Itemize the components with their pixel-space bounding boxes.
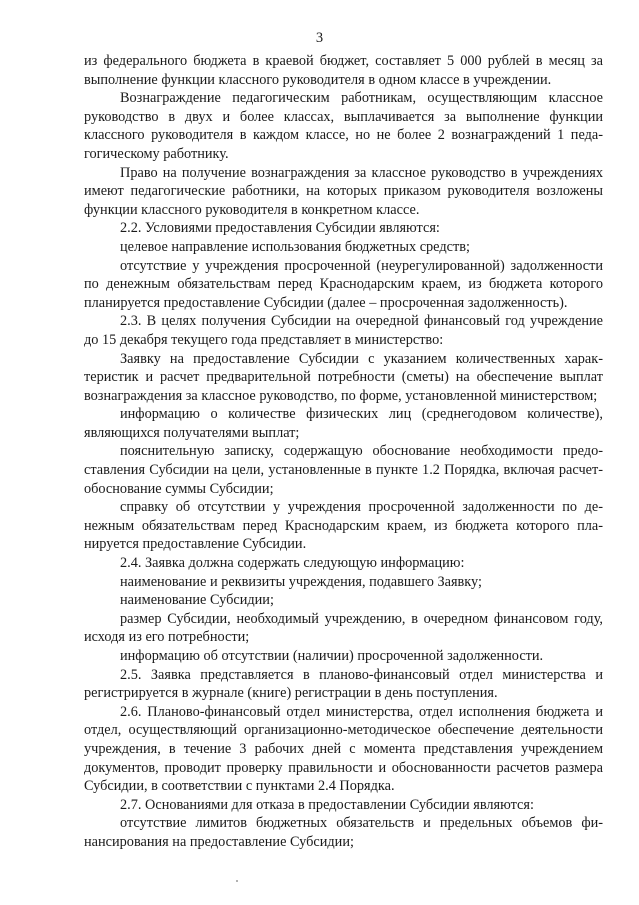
paragraph: наименование Субсидии; (120, 592, 274, 609)
paragraph: из федерального бюджета в краевой бюджет, составляет 5 000 рублей в месяц за выполнение функции классного руководителя в одном классе в учреждении. (84, 53, 603, 88)
paragraph: наименование и реквизиты учреждения, подавшего Заявку; (120, 573, 482, 590)
paragraph: справку об отсутствии у учреждения просроченной задолженности по денежным обязательствам перед Краснодарским краем, из бюджета которого планируется предоставление Субсидии. (84, 499, 603, 553)
paragraph: 2.3. В целях получения Субсидии на очередной финансовый год учреждение до 15 декабря текущего года представляет в министерство: (84, 313, 603, 348)
paragraph: Право на получение вознаграждения за классное руководство в учреждениях имеют педагогические работники, на которых приказом руководителя возложены функции классного руководителя в конкретном классе. (84, 164, 603, 218)
paragraph: размер Субсидии, необходимый учреждению, в очередном финансовом году, исходя из его потребности; (84, 610, 603, 646)
paragraph: информацию об отсутствии (наличии) просроченной задолженности. (120, 648, 544, 664)
paragraph: информацию о количестве физических лиц (среднегодовом количестве), являющихся получателями выплат; (84, 406, 603, 441)
paragraph: 2.2. Условиями предоставления Субсидии являются: (120, 220, 440, 237)
paragraph: отсутствие лимитов бюджетных обязательств и предельных объемов финансирования на предоставление Субсидии; (84, 815, 603, 850)
paragraph: 2.4. Заявка должна содержать следующую информацию: (120, 555, 465, 572)
document-body (84, 52, 603, 852)
paragraph: 2.6. Планово-финансовый отдел министерства, отдел исполнения бюджета и отдел, осуществляющий организационно-методическое обеспечение деятельности учреждения, в течение 3 рабочих дней с момента представления учреждением документов, проводит проверку правильности и обоснованности расчетов размера Субсидии, в соответствии с пунктами 2.4 Порядка. (84, 703, 603, 795)
paragraph: Вознаграждение педагогическим работникам, осуществляющим классное руководство в двух и более классах, выплачивается за выполнение функции классного руководителя в каждом классе, но не более 2 вознаграждений 1 педагогическому работнику. (84, 90, 603, 162)
paragraph: пояснительную записку, содержащую обоснование необходимости предоставления Субсидии на цели, установленные в пункте 1.2 Порядка, включая расчет-обоснование суммы Субсидии; (84, 443, 603, 497)
paragraph: Заявку на предоставление Субсидии с указанием количественных характеристик и расчет предварительной потребности (сметы) на обеспечение выплат вознаграждения за классное руководство, по форме, установленной министерством; (84, 350, 603, 404)
paragraph: отсутствие у учреждения просроченной (неурегулированной) задолженности по денежным обязательствам перед Краснодарским краем, из бюджета которого планируется предоставление Субсидии (далее – просроченная задолженность). (84, 257, 603, 311)
page-number: 3 (315, 30, 324, 46)
scan-speck (236, 880, 238, 882)
paragraph: целевое направление использования бюджетных средств; (120, 238, 470, 255)
paragraph: 2.7. Основаниями для отказа в предоставлении Субсидии являются: (120, 796, 534, 813)
paragraph: 2.5. Заявка представляется в планово-финансовый отдел министерства и регистрируется в журнале (книге) регистрации в день поступления. (84, 666, 603, 702)
